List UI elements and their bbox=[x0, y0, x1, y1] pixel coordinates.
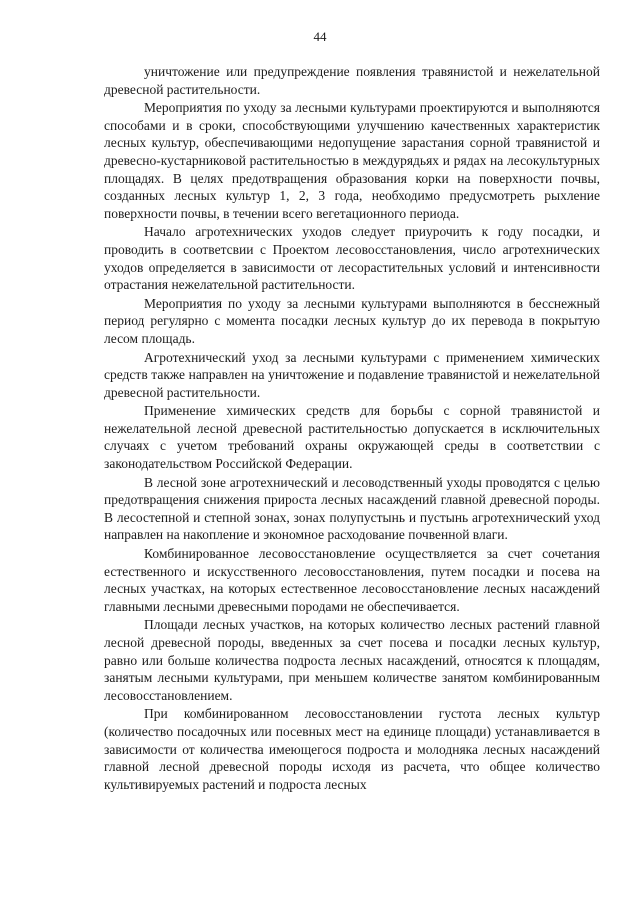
paragraph-6: Применение химических средств для борьбы с сорной травянистой и нежелательной лесной древесной растительностью допускается в исключительных случаях с учетом требований охраны окружающей среды в соответствии с законодательством Российской Федерации. bbox=[104, 403, 600, 472]
paragraph-10: При комбинированном лесовосстановлении густота лесных культур (количество посадочных или посевных мест на единице площади) устанавливается в зависимости от количества имеющегося подроста и молодняка лесных насаждений главной лесной древесной породы исходя из расчета, что общее количество культивируемых растений и подроста лесных bbox=[104, 706, 600, 792]
paragraph-5: Агротехнический уход за лесными культурами с применением химических средств также направлен на уничтожение и подавление травянистой и нежелательной древесной растительности. bbox=[104, 349, 600, 400]
paragraph-3: Начало агротехнических уходов следует приурочить к году посадки, и проводить в соответсвии с Проектом лесовосстановления, число агротехнических уходов определяется в зависимости от лесорастительных условий и интенсивности отрастания нежелательной растительности. bbox=[104, 224, 600, 293]
paragraph-9: Площади лесных участков, на которых количество лесных растений главной лесной древесной породы, введенных за счет посева и посадки лесных культур, равно или больше количества подроста лесных насаждений, относятся к площадям, занятым лесными культурами, при меньшем количестве занятом комбинированным лесовосстановлением. bbox=[104, 617, 600, 703]
paragraph-8: Комбинированное лесовосстановление осуществляется за счет сочетания естественного и искусственного лесовосстановления, путем посадки и посева на лесных участках, на которых естественное лесовосстановление лесных насаждений главными лесными древесными породами не обеспечивается. bbox=[104, 546, 600, 614]
page-number: 44 bbox=[313, 29, 327, 44]
paragraph-4: Мероприятия по уходу за лесными культурами выполняются в бесснежный период регулярно с момента посадки лесных культур до их перевода в покрытую лесом площадь. bbox=[104, 295, 600, 346]
document-body bbox=[104, 63, 600, 793]
paragraph-7: В лесной зоне агротехнический и лесоводственный уходы проводятся с целью предотвращения снижения прироста лесных насаждений главной древесной породы. В лесостепной и степной зонах, зонах полупустынь и пустынь агротехнический уход направлен на накопление и экономное расходование почвенной влаги. bbox=[104, 474, 600, 543]
paragraph-1: уничтожение или предупреждение появления травянистой и нежелательной древесной растительности. bbox=[104, 64, 600, 97]
paragraph-2: Мероприятия по уходу за лесными культурами проектируются и выполняются способами и в сроки, способствующими улучшению качественных характеристик лесных культур, обеспечивающими недопущение зарастания сорной травянистой и древесно-кустарниковой растительностью в междурядьях и рядах на лесокультурных площадях. В целях предотвращения образования корки на поверхности почвы, созданных лесных культур 1, 2, 3 года, необходимо предусмотреть рыхление поверхности почвы, в течении всего вегетационного периода. bbox=[104, 100, 600, 221]
